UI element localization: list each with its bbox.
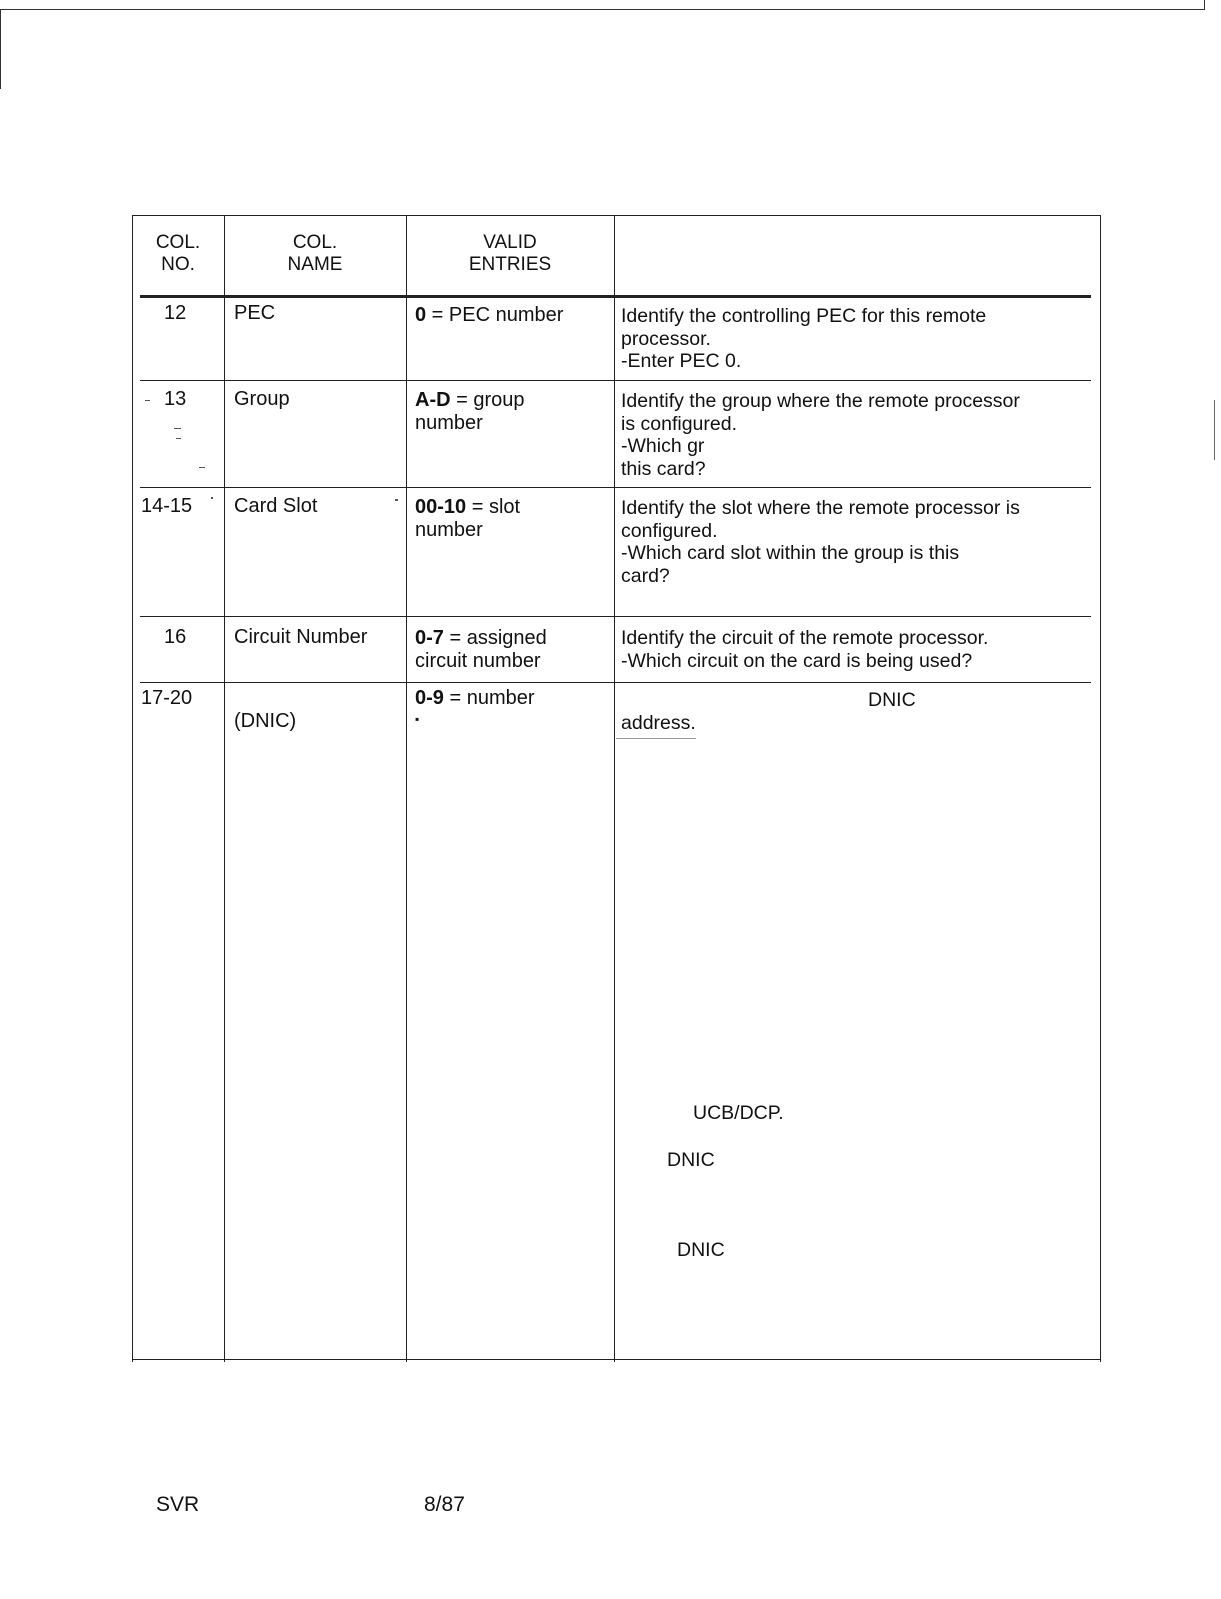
row-13-valid-entries: A-D = group number xyxy=(415,389,525,434)
row-16-description: Identify the circuit of the remote processor. -Which circuit on the card is being used? xyxy=(621,627,989,672)
table-bottom-border xyxy=(132,1359,1101,1360)
row-13-description: Identify the group where the remote processor is configured. -Which gr this card? xyxy=(621,390,1020,480)
page-top-rule xyxy=(0,9,1205,10)
scan-mark xyxy=(199,467,205,468)
table-left-border xyxy=(132,215,133,1362)
row-12-col-no: 12 xyxy=(164,302,187,324)
table-divider-3 xyxy=(614,215,615,1362)
table-top-border xyxy=(132,215,1101,216)
row-17-20-valid-entries: 0-9 = number ▪ xyxy=(415,687,535,726)
row-17-20-dnic-label: DNIC xyxy=(868,689,916,711)
footer-date: 8/87 xyxy=(424,1493,465,1516)
row-13-col-no: 13 xyxy=(164,388,187,410)
row-14-15-col-name: Card Slot xyxy=(234,495,318,517)
row-17-20-dnic-text-2: DNIC xyxy=(677,1239,725,1261)
row-16-col-no: 16 xyxy=(164,626,187,648)
table-divider-2 xyxy=(406,215,407,1362)
page-right-rule xyxy=(1204,0,1205,10)
scan-mark xyxy=(145,400,150,401)
row-12-valid-entries: 0 = PEC number xyxy=(415,304,564,326)
page-left-rule xyxy=(0,9,1,89)
scan-mark xyxy=(616,738,696,739)
table-right-border xyxy=(1100,215,1101,1362)
row-12-description: Identify the controlling PEC for this remote processor. -Enter PEC 0. xyxy=(621,305,987,372)
page-right-margin-mark xyxy=(1214,400,1215,460)
scan-mark xyxy=(395,499,398,501)
row-14-15-col-no: 14-15 xyxy=(141,495,193,517)
row-14-15-valid-entries: 00-10 = slot number xyxy=(415,496,521,541)
table-divider-1 xyxy=(224,215,225,1362)
row-13-col-name: Group xyxy=(234,388,290,410)
scan-mark xyxy=(176,438,181,439)
row-12-col-name: PEC xyxy=(234,302,276,324)
row-17-20-col-name: (DNIC) xyxy=(234,710,297,732)
header-col-name: COL. NAME xyxy=(287,232,343,275)
scan-mark xyxy=(211,497,213,499)
row-separator-2 xyxy=(140,487,1091,488)
row-separator-3 xyxy=(140,616,1091,617)
row-separator-1 xyxy=(140,380,1091,381)
row-17-20-address-text: address. xyxy=(621,712,696,734)
row-separator-4 xyxy=(140,682,1091,683)
row-14-15-description: Identify the slot where the remote processor is configured. -Which card slot within the group is this card? xyxy=(621,497,1020,587)
row-16-col-name: Circuit Number xyxy=(234,626,368,648)
header-separator xyxy=(140,295,1091,298)
row-17-20-dnic-text-1: DNIC xyxy=(667,1149,715,1171)
scan-mark xyxy=(174,428,181,429)
header-valid-entries: VALID ENTRIES xyxy=(468,232,552,275)
header-col-no: COL. NO. xyxy=(155,232,201,275)
row-16-valid-entries: 0-7 = assigned circuit number xyxy=(415,627,547,672)
row-17-20-col-no: 17-20 xyxy=(141,687,193,709)
row-17-20-ucb-dcp-text: UCB/DCP. xyxy=(693,1102,784,1124)
footer-left-label: SVR xyxy=(156,1493,200,1516)
